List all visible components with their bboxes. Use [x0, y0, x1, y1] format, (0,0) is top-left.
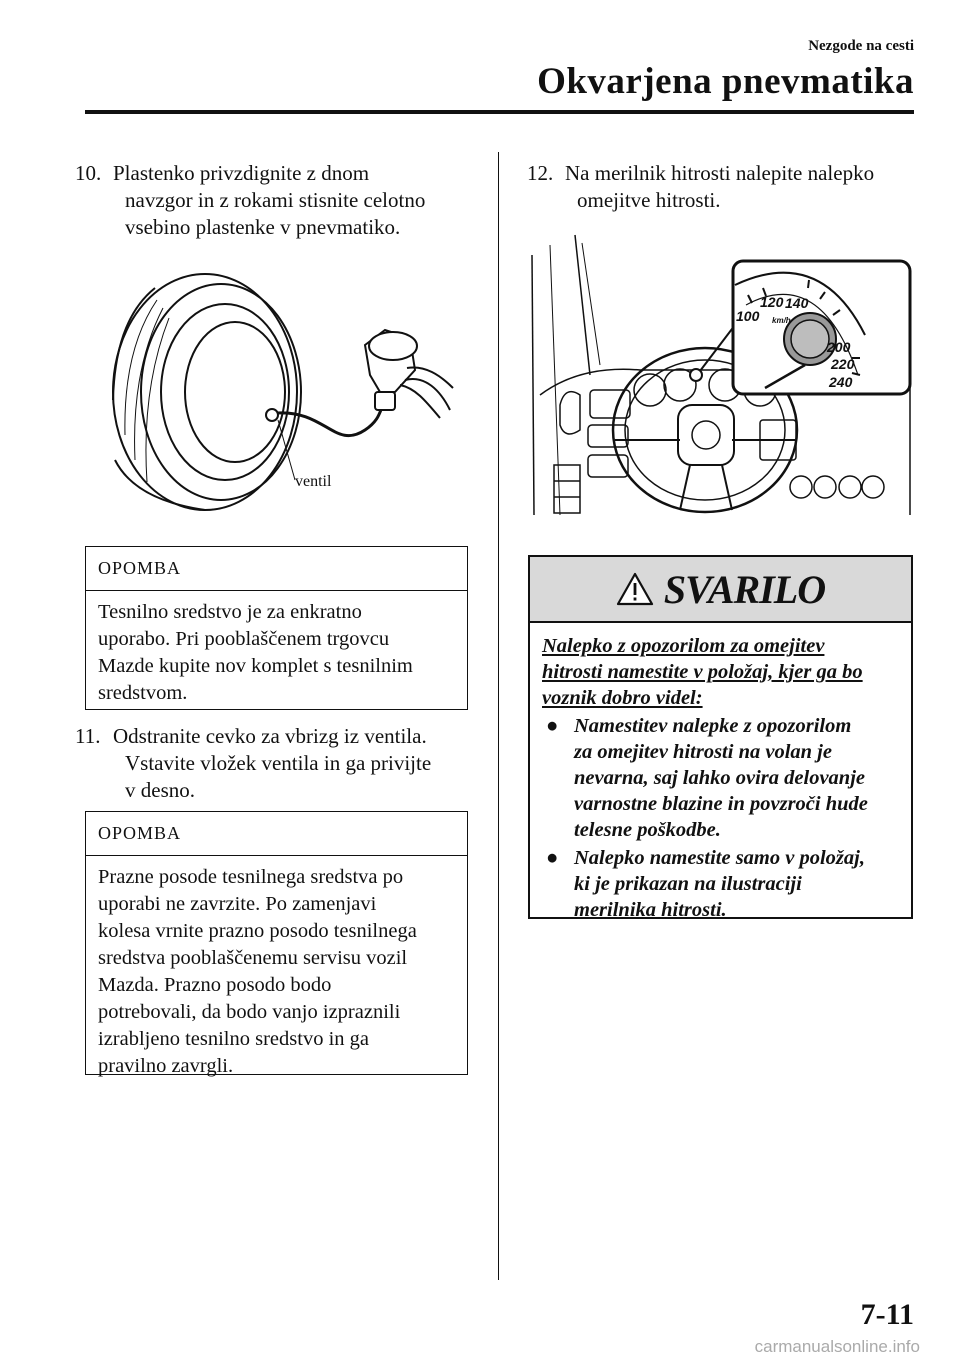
warning-item-line: merilnika hitrosti.	[574, 899, 727, 921]
note-line: uporabi ne zavrzite. Po zamenjavi	[98, 893, 377, 915]
column-divider	[498, 152, 499, 1280]
step-line: v desno.	[125, 778, 195, 802]
tire-sealant-illustration	[95, 260, 455, 520]
warning-item-line: telesne poškodbe.	[574, 819, 721, 841]
note-line: Mazda. Prazno posodo bodo	[98, 974, 332, 996]
speed-tick-200: 200	[827, 339, 851, 355]
step-text	[113, 160, 425, 241]
warning-item-line: Namestitev nalepke z opozorilom	[574, 715, 852, 737]
valve-label: ventil	[295, 473, 332, 490]
warning-intro-line: Nalepko z opozorilom za omejitev	[542, 635, 825, 657]
step-12	[527, 160, 927, 220]
warning-title: SVARILO	[663, 566, 826, 612]
note-box-1	[85, 546, 468, 710]
note-title: OPOMBA	[86, 812, 467, 856]
step-10	[75, 160, 485, 250]
warning-box	[528, 555, 913, 919]
step-line: Na merilnik hitrosti nalepite nalepko	[565, 161, 875, 185]
warning-item-line: za omejitev hitrosti na volan je	[574, 741, 832, 763]
note-line: potrebovali, da bodo vanjo izpraznili	[98, 1001, 401, 1023]
note-line: Mazde kupite nov komplet s tesnilnim	[98, 655, 413, 677]
step-number: 12.	[527, 161, 554, 185]
step-11	[75, 723, 495, 808]
bullet: ●	[546, 847, 559, 869]
speedometer-sticker-illustration	[520, 225, 915, 520]
warning-item	[542, 713, 899, 843]
section-title: Nezgode na cesti	[808, 38, 914, 54]
note-line: sredstva pooblaščenemu servisu vozil	[98, 947, 408, 969]
speed-tick-100: 100	[736, 308, 760, 324]
step-number: 11.	[75, 724, 101, 748]
step-line: Vstavite vložek ventila in ga privijte	[125, 751, 432, 775]
bullet: ●	[546, 715, 559, 737]
warning-item	[542, 845, 899, 923]
step-line: Plastenko privzdignite z dnom	[113, 161, 370, 185]
note-line: Prazne posode tesnilnega sredstva po	[98, 866, 404, 888]
step-text	[565, 160, 874, 214]
warning-body	[530, 623, 911, 933]
step-line: omejitve hitrosti.	[577, 188, 721, 212]
header-rule	[85, 110, 914, 114]
note-box-2	[85, 811, 468, 1075]
note-line: uporabo. Pri pooblaščenem trgovcu	[98, 628, 390, 650]
warning-triangle-icon	[616, 572, 654, 606]
step-line: navzgor in z rokami stisnite celotno	[125, 188, 426, 212]
warning-item-line: nevarna, saj lahko ovira delovanje	[574, 767, 865, 789]
step-number: 10.	[75, 161, 102, 185]
speed-tick-240: 240	[829, 374, 853, 390]
warning-header	[530, 557, 911, 623]
speed-tick-140: 140	[785, 295, 809, 311]
note-line: kolesa vrnite prazno posodo tesnilnega	[98, 920, 417, 942]
step-line: vsebino plastenke v pnevmatiko.	[125, 215, 401, 239]
step-text	[113, 723, 431, 804]
warning-item-line: ki je prikazan na ilustraciji	[574, 873, 802, 895]
note-line: Tesnilno sredstvo je za enkratno	[98, 601, 362, 623]
note-line: sredstvom.	[98, 682, 188, 704]
speed-tick-120: 120	[760, 294, 784, 310]
page-title: Okvarjena pnevmatika	[537, 61, 914, 102]
page-number: 7-11	[860, 1298, 914, 1331]
warning-item-line: Nalepko namestite samo v položaj,	[574, 847, 865, 869]
note-line: izrabljeno tesnilno sredstvo in ga	[98, 1028, 369, 1050]
warning-item-line: varnostne blazine in povzroči hude	[574, 793, 868, 815]
note-body	[86, 591, 467, 715]
note-body	[86, 856, 467, 1088]
speed-unit: km/h	[772, 316, 791, 325]
speed-tick-220: 220	[831, 356, 855, 372]
warning-intro-line: hitrosti namestite v položaj, kjer ga bo	[542, 661, 863, 683]
warning-intro-line: voznik dobro videl:	[542, 687, 703, 709]
note-title: OPOMBA	[86, 547, 467, 591]
step-line: Odstranite cevko za vbrizg iz ventila.	[113, 724, 427, 748]
note-line: pravilno zavrgli.	[98, 1055, 234, 1077]
warning-intro	[542, 633, 899, 711]
watermark: carmanualsonline.info	[754, 1337, 920, 1356]
